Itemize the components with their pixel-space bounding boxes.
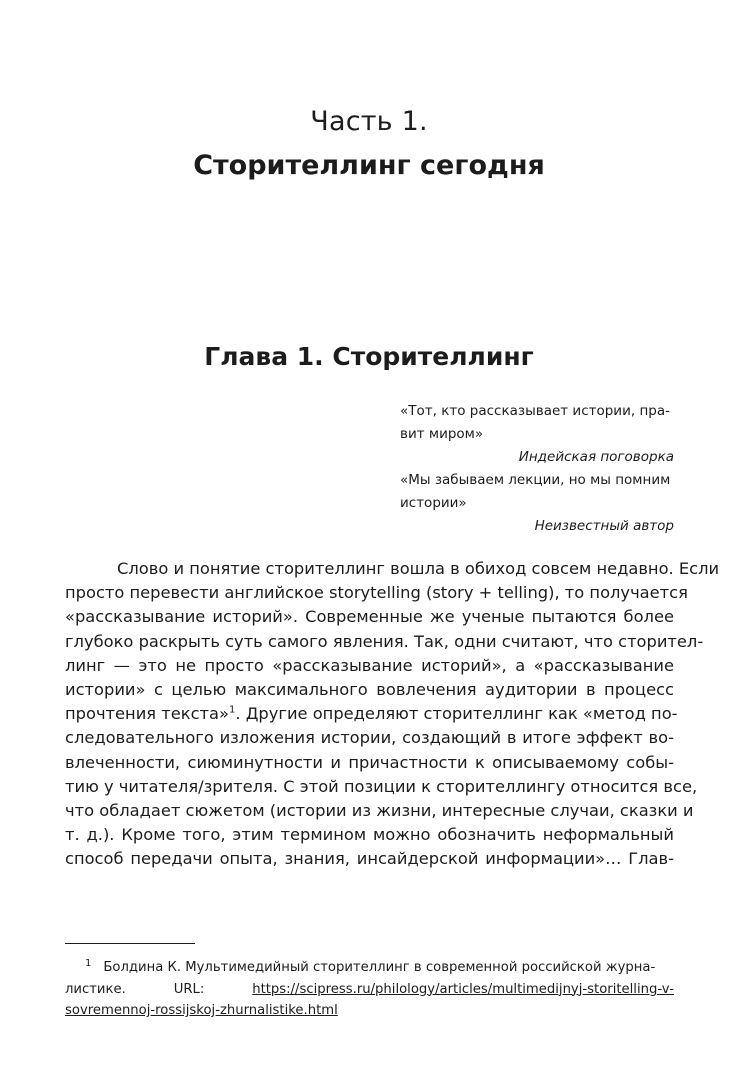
- body-line: глубоко раскрыть суть самого явления. Так, одни считают, что сторител-: [65, 631, 704, 651]
- footnote-line: [65, 1000, 674, 1022]
- footnote-number: 1: [85, 957, 92, 969]
- footnote-text: Болдина К. Мультимедийный сторителлинг в современной российской журна-: [103, 960, 656, 975]
- footnote-link[interactable]: sovremennoj-rossijskoj-zhurnalistike.html: [65, 1003, 338, 1018]
- body-line: тию у читателя/зрителя. С этой позиции к сторителлингу относится все,: [65, 776, 698, 796]
- body-line: [65, 702, 678, 726]
- epigraph-author: Индейская поговорка: [518, 449, 674, 465]
- epigraph-1: [400, 400, 674, 469]
- footnote-link[interactable]: https://scipress.ru/philology/articles/multimedijnyj-storitelling-v-: [252, 981, 674, 997]
- footnote-line: [65, 979, 674, 1001]
- body-line: Слово и понятие сторителлинг вошла в обиход совсем недавно. Если: [117, 559, 720, 578]
- body-text-segment: . Другие определяют сторителлинг как «метод по-: [235, 704, 678, 724]
- body-line: истории» с целью максимального вовлечения аудитории в процесс: [65, 679, 674, 699]
- epigraph-quote: истории»: [400, 495, 467, 511]
- body-line: следовательного изложения истории, создающий в итоге эффект во-: [65, 728, 674, 748]
- chapter-title: Глава 1. Сторителлинг: [204, 342, 534, 371]
- body-text-segment: прочтения текста»: [65, 704, 229, 724]
- epigraphs: [400, 400, 674, 538]
- footnote-text: листике.: [65, 981, 126, 997]
- epigraph-quote: вит миром»: [400, 426, 484, 442]
- footnote-line: [65, 957, 674, 979]
- epigraph-quote: «Мы забываем лекции, но мы помним: [400, 472, 671, 488]
- epigraph-quote: «Тот, кто рассказывает истории, пра-: [400, 403, 670, 419]
- part-number: Часть 1.: [310, 106, 428, 137]
- part-title: Сторителлинг сегодня: [193, 150, 545, 181]
- body-line: просто перевести английское storytelling (story + telling), то получается: [65, 583, 688, 603]
- footnote-divider: [65, 943, 195, 944]
- body-line: что обладает сюжетом (истории из жизни, интересные случаи, сказки и: [65, 800, 694, 820]
- body-paragraph: [65, 557, 720, 871]
- epigraph-2: [400, 469, 674, 538]
- footnote-reference[interactable]: 1: [228, 704, 236, 716]
- footnote-text: URL:: [173, 981, 205, 997]
- body-line: т. д.). Кроме того, этим термином можно обозначить неформальный: [65, 825, 674, 845]
- body-line: способ передачи опыта, знания, инсайдерской информации»… Глав-: [65, 849, 674, 869]
- epigraph-author: Неизвестный автор: [534, 518, 674, 534]
- body-line: влеченности, сиюминутности и причастности к описываемому собы-: [65, 752, 674, 772]
- footnote: [65, 957, 674, 1022]
- body-line: «рассказывание историй». Современные же ученые пытаются более: [65, 607, 674, 627]
- body-line: линг — это не просто «рассказывание историй», а «рассказывание: [65, 655, 674, 675]
